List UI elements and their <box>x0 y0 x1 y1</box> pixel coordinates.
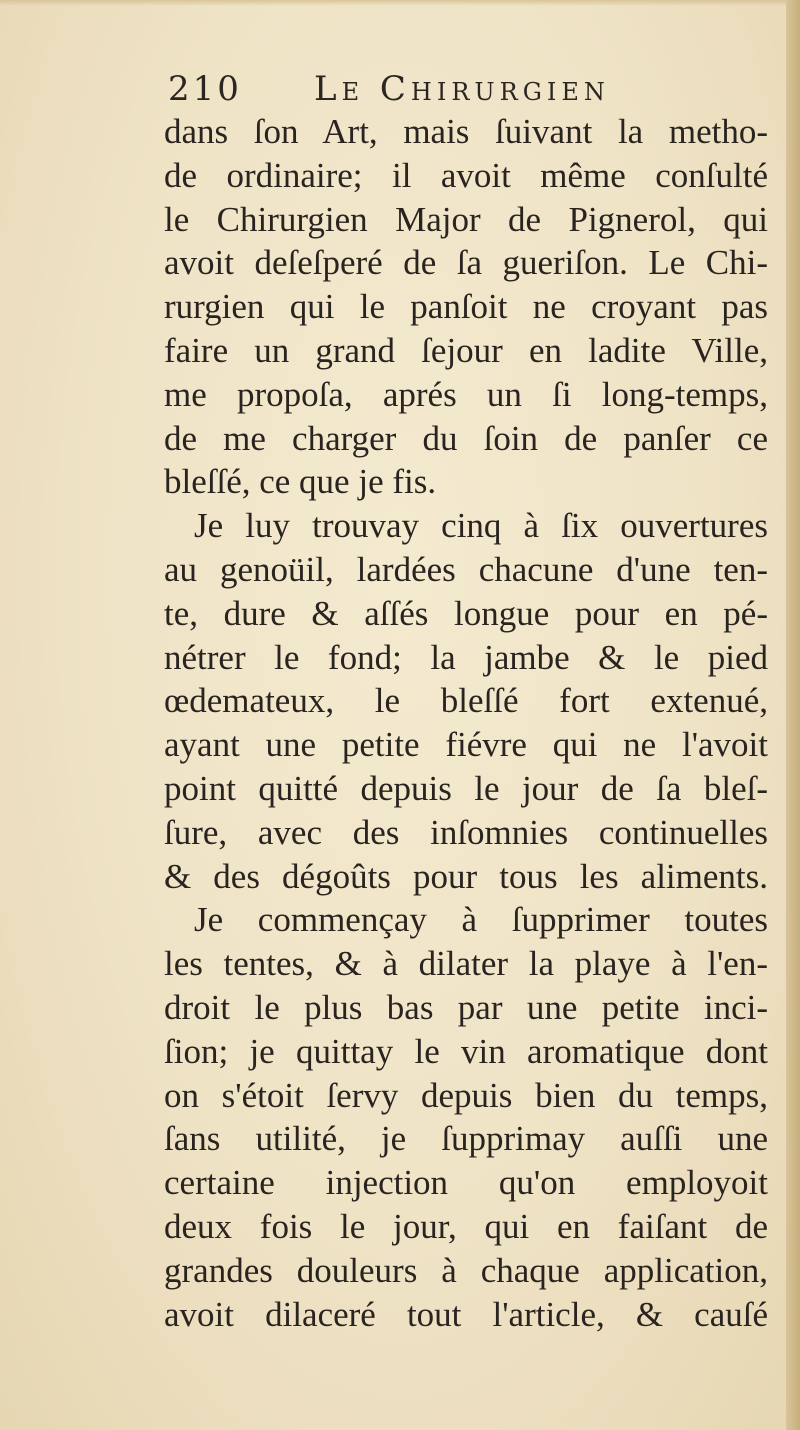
body-text <box>164 110 768 1336</box>
page-top-edge <box>0 0 800 6</box>
text-line: faire un grand ſejour en ladite Ville, <box>164 330 768 370</box>
text-line: rurgien qui le panſoit ne croyant pas <box>164 287 768 327</box>
text-line: nétrer le fond; la jambe & le pied <box>164 637 768 677</box>
text-line: ſans utilité, je ſupprimay auſſi une <box>164 1119 768 1159</box>
text-line: me propoſa, aprés un ſi long-temps, <box>164 374 768 414</box>
text-line: & des dégoûts pour tous les aliments. <box>164 856 768 896</box>
text-line: de me charger du ſoin de panſer ce <box>164 418 768 458</box>
text-line: point quitté depuis le jour de ſa bleſ- <box>164 768 768 808</box>
text-line: œdemateux, le bleſſé fort extenué, <box>164 681 768 721</box>
text-line: avoit deſeſperé de ſa gueriſon. Le Chi- <box>164 243 768 283</box>
text-line: ſure, avec des inſomnies continuelles <box>164 812 768 852</box>
text-line: Je luy trouvay cinq à ſix ouvertures <box>194 506 768 546</box>
page-header <box>168 66 688 112</box>
running-head: Le Chirurgien <box>314 69 610 109</box>
text-line: Je commençay à ſupprimer toutes <box>194 900 768 940</box>
text-line: on s'étoit ſervy depuis bien du temps, <box>164 1075 768 1115</box>
text-line: de ordinaire; il avoit même conſulté <box>164 155 768 195</box>
text-line: au genoüil, lardées chacune d'une ten- <box>164 549 768 589</box>
page-right-edge <box>786 0 800 1430</box>
text-line: deux fois le jour, qui en faiſant de <box>164 1206 768 1246</box>
text-line: ayant une petite fiévre qui ne l'avoit <box>164 725 768 765</box>
text-line: droit le plus bas par une petite inci- <box>164 987 768 1027</box>
text-line: grandes douleurs à chaque application, <box>164 1250 768 1290</box>
page-number: 210 <box>168 69 242 109</box>
text-line: certaine injection qu'on employoit <box>164 1163 768 1203</box>
text-line: les tentes, & à dilater la playe à l'en- <box>164 944 768 984</box>
text-line: dans ſon Art, mais ſuivant la metho- <box>164 112 768 151</box>
text-line: ſion; je quittay le vin aromatique dont <box>164 1031 768 1071</box>
text-line: te, dure & aſſés longue pour en pé- <box>164 593 768 633</box>
text-line: le Chirurgien Major de Pignerol, qui <box>164 199 768 239</box>
text-line: avoit dilaceré tout l'article, & cauſé <box>164 1294 768 1334</box>
text-line: bleſſé, ce que je fis. <box>164 462 437 502</box>
